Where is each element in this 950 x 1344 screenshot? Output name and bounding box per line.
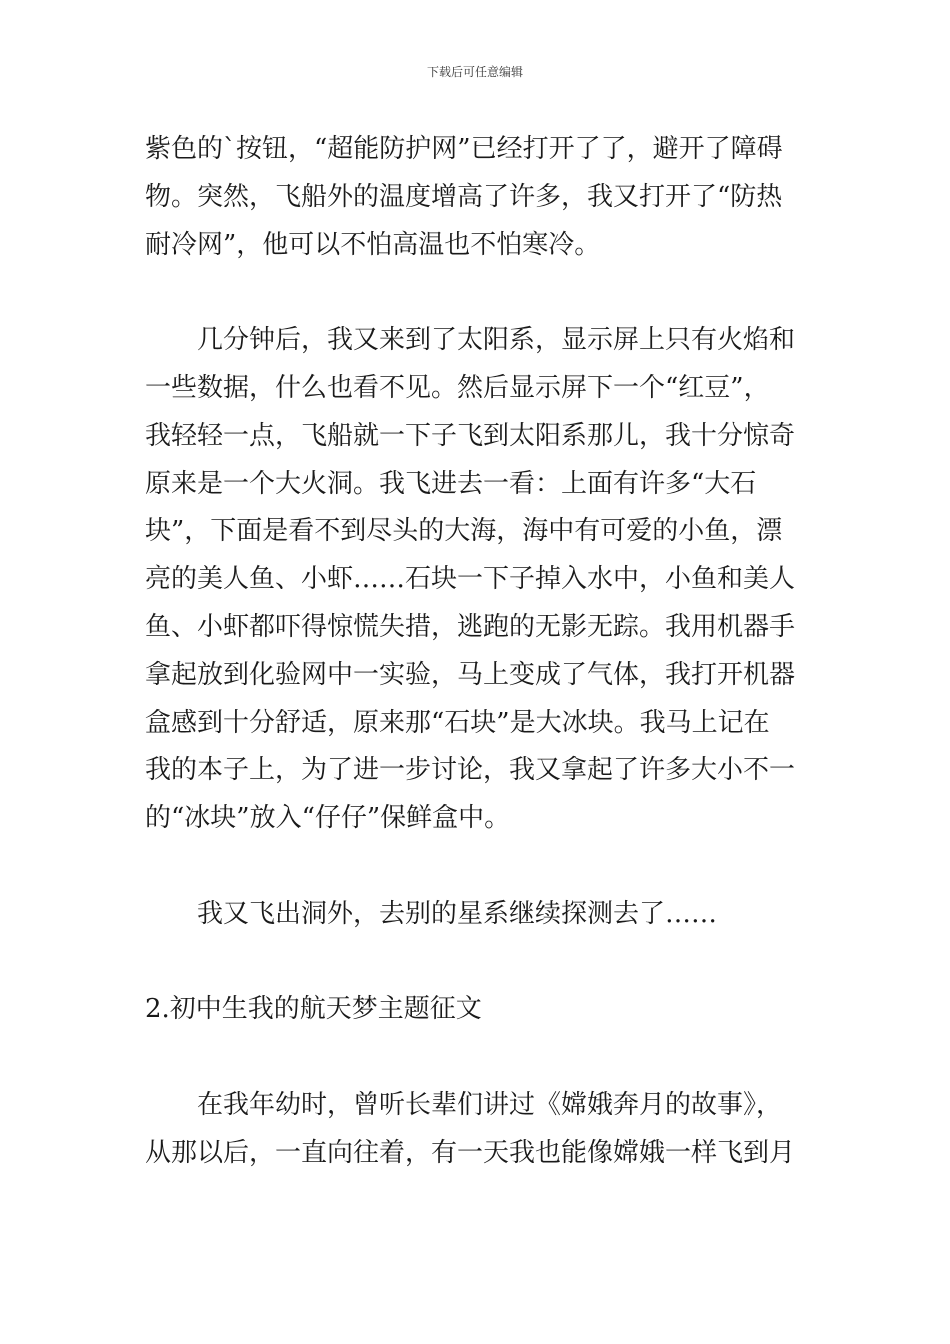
text-line: 几分钟后，我又来到了太阳系，显示屏上只有火焰和 [197, 325, 796, 356]
text-line: 亮的美人鱼、小虾……石块一下子掉入水中，小鱼和美人 [145, 564, 796, 595]
text-line: 鱼、小虾都吓得惊慌失措，逃跑的无影无踪。我用机器手 [145, 611, 796, 642]
text-line: 我轻轻一点，飞船就一下子飞到太阳系那儿，我十分惊奇 [145, 420, 796, 451]
text-line: 拿起放到化验网中一实验，马上变成了气体，我打开机器 [145, 659, 796, 690]
section-title [145, 986, 810, 1034]
section-heading-text: 2.初中生我的航天梦主题征文 [145, 994, 482, 1025]
text-line: 我的本子上，为了进一步讨论，我又拿起了许多大小不一 [145, 755, 796, 786]
text-line: 我又飞出洞外，去别的星系继续探测去了…… [197, 898, 718, 929]
paragraph-gap [145, 1034, 810, 1082]
text-line: 物。突然，飞船外的温度增高了许多，我又打开了“防热 [145, 181, 783, 212]
paragraph-gap [145, 939, 810, 987]
paragraph-1 [145, 126, 810, 269]
text-line: 盒感到十分舒适，原来那“石块”是大冰块。我马上记在 [145, 707, 770, 738]
text-line: 紫色的`按钮，“超能防护网”已经打开了了，避开了障碍 [145, 134, 783, 164]
text-line: 一些数据，什么也看不见。然后显示屏下一个“红豆”， [145, 372, 770, 403]
paragraph-gap [145, 269, 810, 317]
text-line: 块”，下面是看不到尽头的大海，海中有可爱的小鱼，漂 [145, 516, 783, 547]
text-line: 从那以后，一直向往着，有一天我也能像嫦娥一样飞到月 [145, 1137, 796, 1168]
paragraph-gap [145, 843, 810, 891]
document-body [145, 126, 810, 1178]
page-header: 下载后可任意编辑 [426, 65, 523, 79]
text-line: 在我年幼时，曾听长辈们讲过《嫦娥奔月的故事》， [197, 1089, 783, 1120]
text-line: 原来是一个大火洞。我飞进去一看：上面有许多“大石 [145, 468, 757, 499]
paragraph-3 [145, 891, 810, 939]
paragraph-2 [145, 317, 810, 843]
paragraph-4 [145, 1082, 810, 1178]
text-line: 耐冷网”，他可以不怕高温也不怕寒冷。 [145, 229, 601, 260]
text-line: 的“冰块”放入“仔仔”保鲜盒中。 [145, 803, 511, 834]
